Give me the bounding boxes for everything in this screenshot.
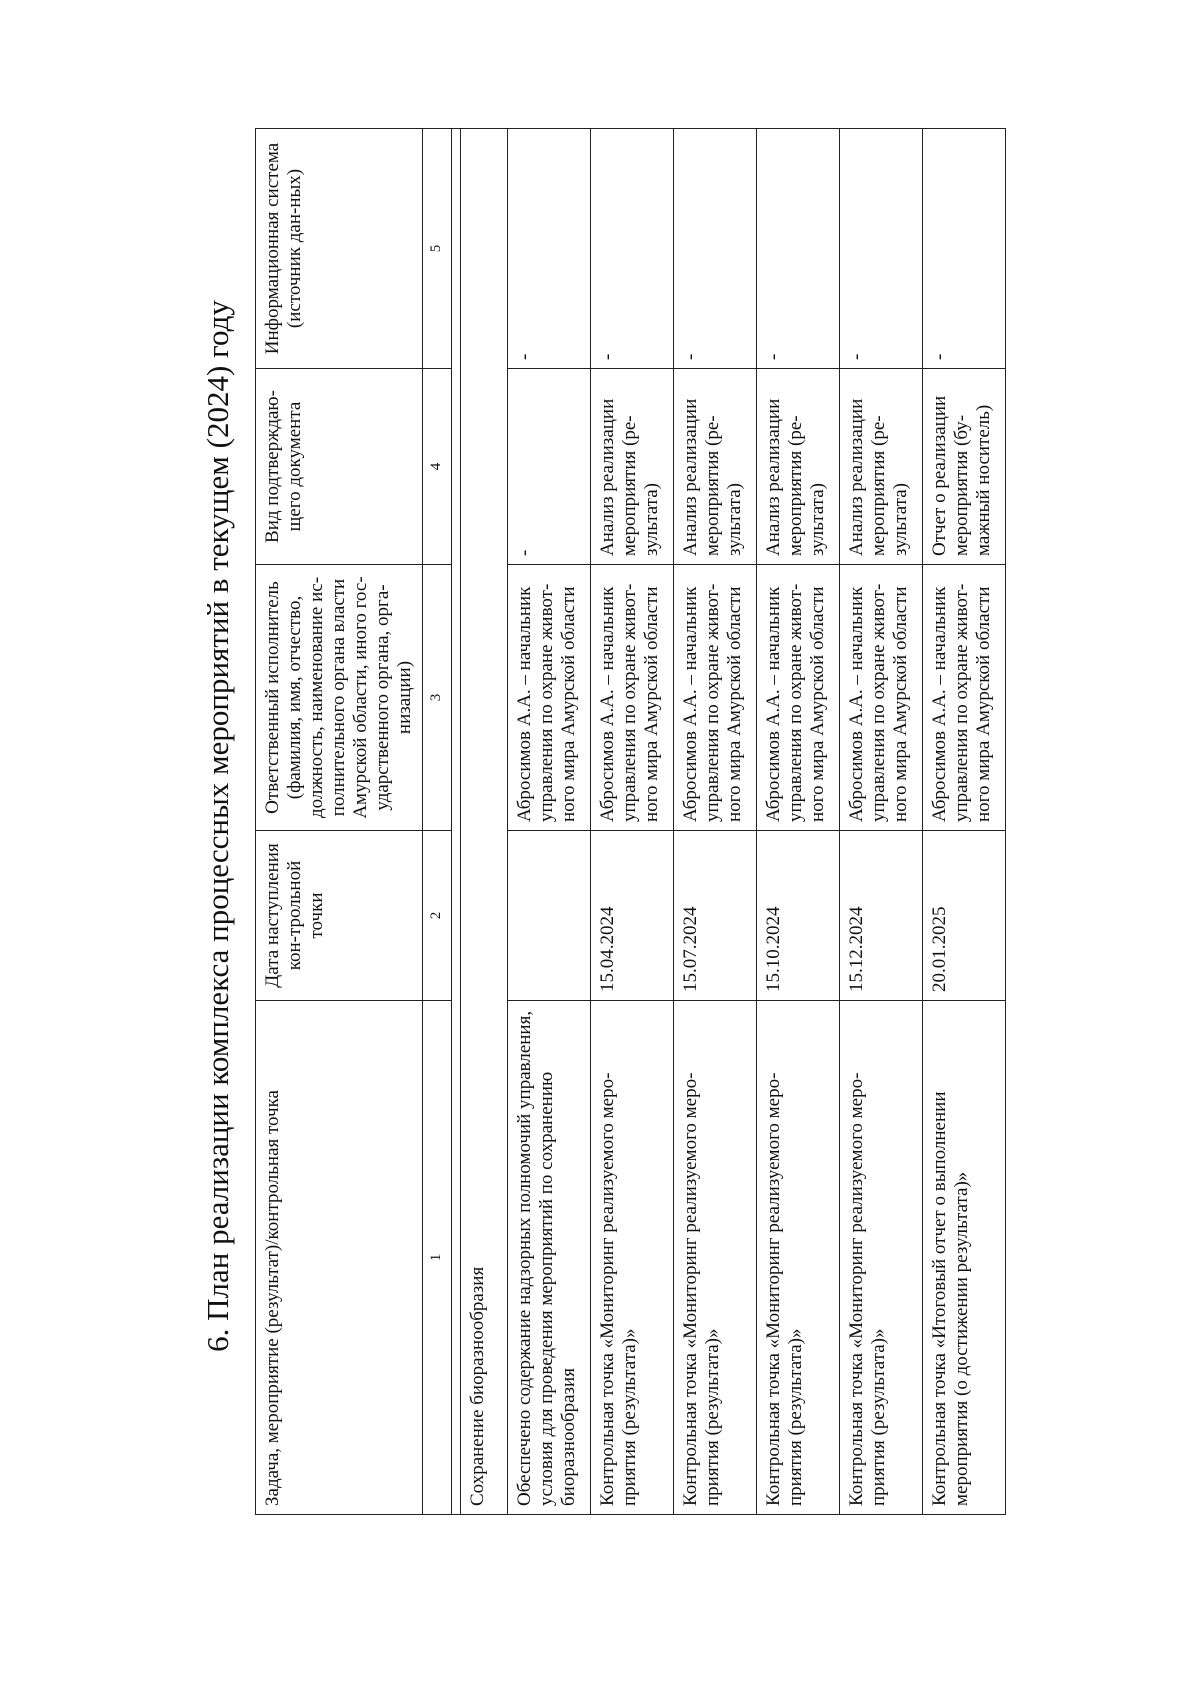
spacer-row <box>452 129 461 1515</box>
system-cell: - <box>923 129 1006 369</box>
responsible-cell: Абросимов А.А. – начальник управления по охране живот-ного мира Амурской области <box>508 565 591 831</box>
column-number: 1 <box>423 1001 452 1515</box>
system-cell: - <box>508 129 591 369</box>
responsible-cell: Абросимов А.А. – начальник управления по охране живот-ного мира Амурской области <box>757 565 840 831</box>
table-row <box>923 129 1006 1515</box>
system-cell: - <box>840 129 923 369</box>
table-row <box>508 129 591 1515</box>
document-title: 6. План реализации комплекса процессных мероприятий в текущем (2024) году <box>200 300 235 1352</box>
spacer-cell <box>452 129 461 1515</box>
date-cell: 15.12.2024 <box>840 831 923 1001</box>
document-cell: Отчет о реализации мероприятия (бу-мажный носитель) <box>923 369 1006 565</box>
date-cell: 15.04.2024 <box>591 831 674 1001</box>
date-cell <box>508 831 591 1001</box>
responsible-cell: Абросимов А.А. – начальник управления по охране живот-ного мира Амурской области <box>591 565 674 831</box>
task-cell: Контрольная точка «Итоговый отчет о выполнении мероприятия (о достижении результата)» <box>923 1001 1006 1515</box>
column-number: 4 <box>423 369 452 565</box>
system-cell: - <box>757 129 840 369</box>
responsible-cell: Абросимов А.А. – начальник управления по охране живот-ного мира Амурской области <box>840 565 923 831</box>
column-numbers-row <box>423 129 452 1515</box>
task-cell: Контрольная точка «Мониторинг реализуемого меро-приятия (результата)» <box>674 1001 757 1515</box>
header-system: Информационная система (источник дан-ных) <box>256 129 423 369</box>
document-cell: Анализ реализации мероприятия (ре-зультата) <box>674 369 757 565</box>
column-number: 2 <box>423 831 452 1001</box>
document-cell: - <box>508 369 591 565</box>
responsible-cell: Абросимов А.А. – начальник управления по охране живот-ного мира Амурской области <box>923 565 1006 831</box>
table-row <box>757 129 840 1515</box>
system-cell: - <box>591 129 674 369</box>
section-title: Сохранение биоразнообразия <box>461 129 508 1515</box>
table-row <box>674 129 757 1515</box>
date-cell: 20.01.2025 <box>923 831 1006 1001</box>
header-task: Задача, мероприятие (результат)/контрольная точка <box>256 1001 423 1515</box>
task-cell: Контрольная точка «Мониторинг реализуемого меро-приятия (результата)» <box>591 1001 674 1515</box>
document-cell: Анализ реализации мероприятия (ре-зультата) <box>757 369 840 565</box>
table-header-row <box>256 129 423 1515</box>
responsible-cell: Абросимов А.А. – начальник управления по охране живот-ного мира Амурской области <box>674 565 757 831</box>
table-row <box>840 129 923 1515</box>
date-cell: 15.10.2024 <box>757 831 840 1001</box>
table-row <box>591 129 674 1515</box>
date-cell: 15.07.2024 <box>674 831 757 1001</box>
task-cell: Контрольная точка «Мониторинг реализуемого меро-приятия (результата)» <box>840 1001 923 1515</box>
task-cell: Обеспечено содержание надзорных полномочий управления, условия для проведения мероприятий по сохранению биоразнообразия <box>508 1001 591 1515</box>
column-number: 3 <box>423 565 452 831</box>
header-date: Дата наступления кон-трольной точки <box>256 831 423 1001</box>
document-cell: Анализ реализации мероприятия (ре-зультата) <box>840 369 923 565</box>
section-row <box>461 129 508 1515</box>
implementation-plan-table <box>255 128 1006 1515</box>
column-number: 5 <box>423 129 452 369</box>
header-responsible: Ответственный исполнитель (фамилия, имя, отчество, должность, наименование ис-полнительного органа власти Амурской области, иного гос-ударственного органа, орга-низации) <box>256 565 423 831</box>
system-cell: - <box>674 129 757 369</box>
document-cell: Анализ реализации мероприятия (ре-зультата) <box>591 369 674 565</box>
task-cell: Контрольная точка «Мониторинг реализуемого меро-приятия (результата)» <box>757 1001 840 1515</box>
header-document: Вид подтверждаю-щего документа <box>256 369 423 565</box>
